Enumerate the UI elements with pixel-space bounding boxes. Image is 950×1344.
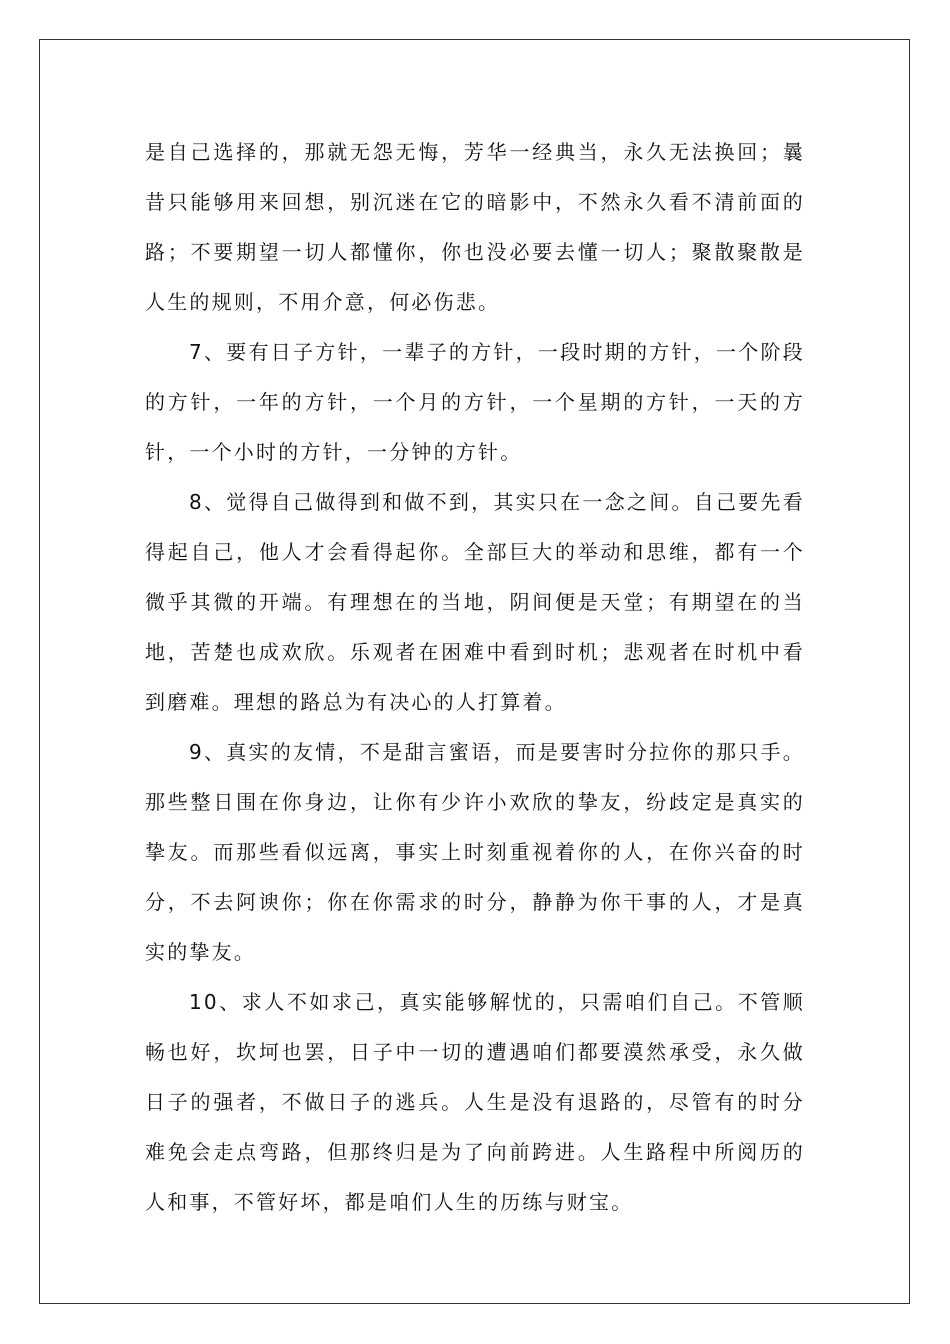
paragraph-item-8: 8、觉得自己做得到和做不到，其实只在一念之间。自己要先看得起自己，他人才会看得起你。全部巨大的举动和思维，都有一个微乎其微的开端。有理想在的当地，阴间便是天堂；有期望在的当地，苦楚也成欢欣。乐观者在困难中看到时机；悲观者在时机中看到磨难。理想的路总为有决心的人打算着。 <box>145 490 805 714</box>
paragraph-item-7: 7、要有日子方针，一辈子的方针，一段时期的方针，一个阶段的方针，一年的方针，一个月的方针，一个星期的方针，一天的方针，一个小时的方针，一分钟的方针。 <box>145 340 805 464</box>
paragraph-continuation: 是自己选择的，那就无怨无悔，芳华一经典当，永久无法换回；曩昔只能够用来回想，别沉迷在它的暗影中，不然永久看不清前面的路；不要期望一切人都懂你，你也没必要去懂一切人；聚散聚散是人生的规则，不用介意，何必伤悲。 <box>145 140 805 314</box>
document-body <box>145 127 805 1227</box>
paragraph-item-9: 9、真实的友情，不是甜言蜜语，而是要害时分拉你的那只手。那些整日围在你身边，让你有少许小欢欣的挚友，纷歧定是真实的挚友。而那些看似远离，事实上时刻重视着你的人，在你兴奋的时分，不去阿谀你；你在你需求的时分，静静为你干事的人，才是真实的挚友。 <box>145 740 805 964</box>
paragraph-item-10: 10、求人不如求己，真实能够解忧的，只需咱们自己。不管顺畅也好，坎坷也罢，日子中一切的遭遇咱们都要漠然承受，永久做日子的强者，不做日子的逃兵。人生是没有退路的，尽管有的时分难免会走点弯路，但那终归是为了向前跨进。人生路程中所阅历的人和事，不管好坏，都是咱们人生的历练与财宝。 <box>145 990 805 1214</box>
